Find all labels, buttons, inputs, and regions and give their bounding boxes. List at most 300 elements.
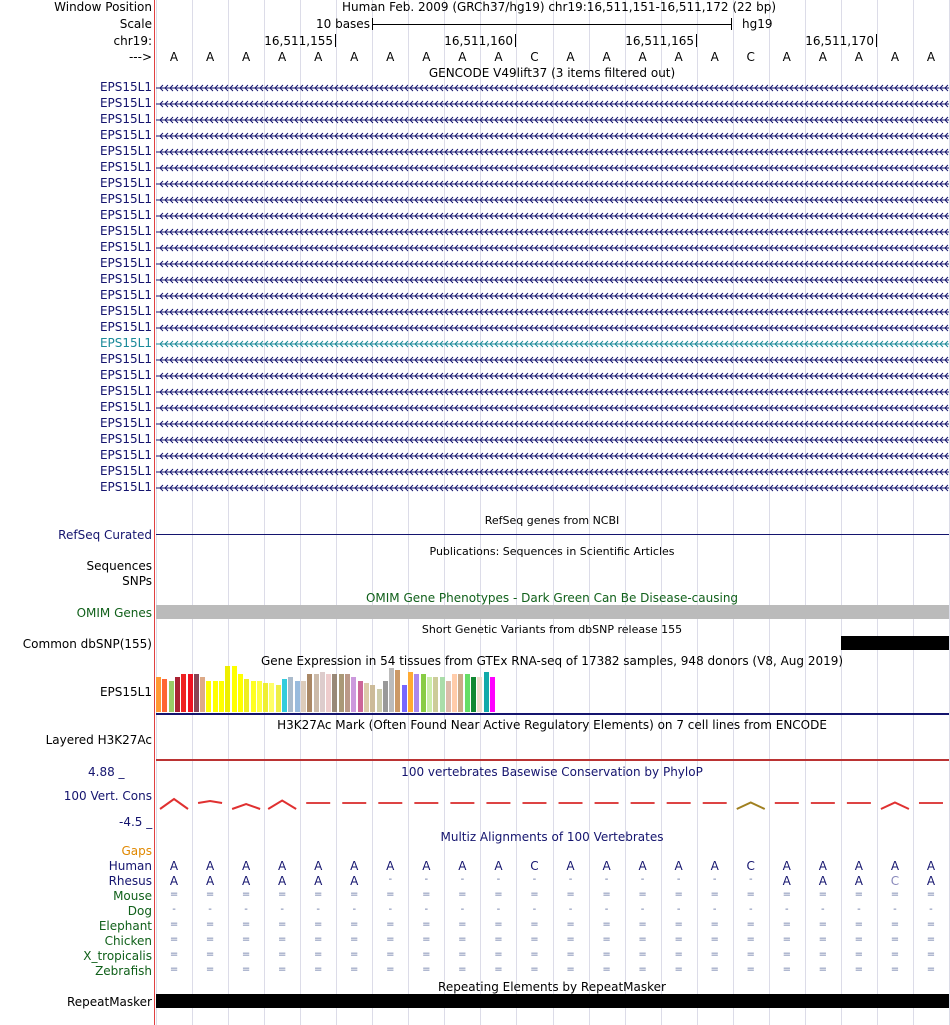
multiz-base: =: [710, 934, 719, 945]
multiz-base: =: [710, 889, 719, 900]
multiz-base: =: [566, 949, 575, 960]
multiz-base: =: [854, 949, 864, 960]
conservation-plot[interactable]: [156, 790, 949, 820]
multiz-base: -: [893, 904, 897, 915]
scale-db-label: hg19: [742, 17, 773, 31]
multiz-base: =: [818, 889, 828, 900]
multiz-base: =: [530, 934, 539, 945]
multiz-base: =: [314, 919, 323, 930]
gencode-gene-label[interactable]: EPS15L1: [99, 368, 152, 382]
multiz-species-label[interactable]: X_tropicalis: [83, 949, 152, 963]
gtex-tissue-bar[interactable]: [427, 677, 432, 713]
multiz-base: =: [386, 919, 395, 930]
dbsnp-track-title: Short Genetic Variants from dbSNP release 155: [421, 623, 683, 636]
multiz-base: -: [748, 904, 753, 915]
omim-gene-bar[interactable]: [156, 605, 949, 619]
gencode-gene-label[interactable]: EPS15L1: [99, 256, 152, 270]
gencode-track-title: GENCODE V49lift37 (3 items filtered out): [428, 66, 676, 80]
gencode-transcript-line[interactable]: [156, 388, 949, 396]
gencode-transcript-line[interactable]: [156, 164, 949, 172]
base-letter[interactable]: A: [169, 50, 179, 64]
refseq-gene-line[interactable]: [156, 534, 949, 535]
multiz-species-label[interactable]: Elephant: [98, 919, 152, 933]
gencode-gene-label[interactable]: EPS15L1: [99, 384, 152, 398]
gtex-tissue-bar[interactable]: [213, 681, 218, 712]
gtex-tissue-bar[interactable]: [433, 677, 438, 713]
gtex-tissue-bar[interactable]: [269, 683, 274, 712]
gtex-tissue-bar[interactable]: [471, 677, 476, 713]
gtex-tissue-bar[interactable]: [446, 681, 451, 712]
gencode-gene-label[interactable]: EPS15L1: [99, 480, 152, 494]
gencode-gene-label[interactable]: EPS15L1: [99, 320, 152, 334]
multiz-base: =: [277, 889, 287, 900]
multiz-base: =: [205, 934, 215, 945]
multiz-base: =: [890, 949, 900, 960]
multiz-base: A: [169, 859, 179, 873]
gtex-tissue-bar[interactable]: [402, 685, 407, 712]
gtex-tissue-bar[interactable]: [477, 677, 482, 713]
gencode-gene-label[interactable]: EPS15L1: [99, 208, 152, 222]
multiz-base: A: [494, 859, 503, 873]
dbsnp-variant-block[interactable]: [841, 636, 949, 650]
gencode-transcript-line[interactable]: [156, 244, 949, 252]
multiz-base: =: [494, 934, 503, 945]
gtex-tissue-bar[interactable]: [490, 677, 495, 713]
multiz-base: -: [640, 874, 645, 885]
gtex-tissue-bar[interactable]: [276, 685, 281, 712]
gencode-transcript-line[interactable]: [156, 308, 949, 316]
multiz-base: =: [530, 949, 539, 960]
base-letter[interactable]: A: [422, 50, 431, 64]
gencode-gene-label[interactable]: EPS15L1: [99, 464, 152, 478]
multiz-base: =: [746, 934, 755, 945]
gtex-gene-line: [156, 713, 949, 715]
gtex-tissue-bar[interactable]: [414, 674, 419, 712]
multiz-base: =: [926, 919, 936, 930]
multiz-species-label[interactable]: Chicken: [104, 934, 152, 948]
multiz-base: =: [674, 964, 683, 975]
gtex-tissue-bar[interactable]: [206, 681, 211, 712]
base-letter[interactable]: A: [458, 50, 467, 64]
gtex-tissue-bar[interactable]: [383, 681, 388, 712]
multiz-base: =: [782, 964, 791, 975]
multiz-base: =: [710, 964, 719, 975]
multiz-base: =: [494, 949, 503, 960]
publications-snps-label[interactable]: SNPs: [122, 574, 152, 588]
multiz-base: =: [674, 889, 683, 900]
gencode-transcript-line[interactable]: [156, 196, 949, 204]
multiz-base: =: [350, 949, 359, 960]
multiz-base: =: [386, 949, 395, 960]
gtex-tissue-bar[interactable]: [162, 679, 167, 713]
gencode-gene-label[interactable]: EPS15L1: [99, 80, 152, 94]
gtex-tissue-bar[interactable]: [320, 672, 325, 712]
conservation-score-mark: [232, 804, 260, 809]
gencode-transcript-line[interactable]: [156, 100, 949, 108]
multiz-base: =: [746, 949, 755, 960]
multiz-base: =: [205, 889, 215, 900]
gtex-tissue-bar[interactable]: [225, 666, 230, 712]
conservation-score-mark: [198, 801, 222, 803]
multiz-base: =: [386, 889, 395, 900]
multiz-base: -: [857, 904, 861, 915]
multiz-base: A: [350, 874, 359, 888]
multiz-base: =: [386, 934, 395, 945]
multiz-base: -: [712, 904, 717, 915]
multiz-base: =: [314, 949, 323, 960]
multiz-base: -: [568, 874, 573, 885]
gencode-transcript-line[interactable]: [156, 260, 949, 268]
gencode-gene-label[interactable]: EPS15L1: [99, 112, 152, 126]
multiz-base: A: [386, 859, 395, 873]
multiz-base: -: [676, 904, 681, 915]
gencode-gene-label[interactable]: EPS15L1: [99, 192, 152, 206]
gtex-tissue-bar[interactable]: [364, 683, 369, 712]
gencode-gene-label[interactable]: EPS15L1: [99, 352, 152, 366]
multiz-base: =: [854, 889, 864, 900]
strand-arrow-label: --->: [128, 50, 152, 64]
scale-label: Scale: [119, 17, 152, 31]
gtex-tissue-bar[interactable]: [377, 689, 382, 712]
multiz-base: =: [458, 949, 467, 960]
gtex-tissue-bar[interactable]: [465, 674, 470, 712]
multiz-base: =: [890, 919, 900, 930]
assembly-position-text: Human Feb. 2009 (GRCh37/hg19) chr19:16,511,151-16,511,172 (22 bp): [342, 0, 777, 14]
gencode-gene-label[interactable]: EPS15L1: [99, 448, 152, 462]
ruler-coord: 16,511,165: [625, 34, 694, 48]
gencode-transcript-line[interactable]: [156, 436, 949, 444]
base-letter[interactable]: A: [926, 50, 936, 64]
multiz-base: -: [640, 904, 645, 915]
multiz-species-label[interactable]: Mouse: [113, 889, 152, 903]
multiz-base: =: [746, 919, 755, 930]
gtex-tissue-bar[interactable]: [194, 674, 199, 712]
base-letter[interactable]: A: [638, 50, 647, 64]
publications-track-title: Publications: Sequences in Scientific Articles: [429, 545, 675, 558]
conservation-track-title: 100 vertebrates Basewise Conservation by PhyloP: [401, 765, 703, 779]
multiz-base: A: [926, 859, 936, 873]
multiz-base: =: [638, 919, 647, 930]
gencode-gene-label[interactable]: EPS15L1: [99, 240, 152, 254]
base-letter[interactable]: A: [854, 50, 863, 64]
gtex-tissue-bar[interactable]: [440, 677, 445, 713]
multiz-base: A: [926, 874, 936, 888]
base-letter[interactable]: C: [746, 50, 755, 64]
gencode-transcript-line[interactable]: [156, 228, 949, 236]
gencode-gene-label[interactable]: EPS15L1: [99, 144, 152, 158]
base-letter[interactable]: A: [818, 50, 827, 64]
gencode-transcript-line[interactable]: [156, 132, 949, 140]
repeatmasker-track-label[interactable]: RepeatMasker: [66, 995, 152, 1009]
multiz-species-label[interactable]: Rhesus: [108, 874, 152, 888]
gencode-transcript-line[interactable]: [156, 340, 949, 348]
multiz-base: =: [818, 919, 828, 930]
gencode-transcript-line[interactable]: [156, 116, 949, 124]
multiz-base: -: [208, 904, 212, 915]
base-letter[interactable]: A: [205, 50, 215, 64]
multiz-base: =: [314, 964, 323, 975]
multiz-base: A: [854, 874, 863, 888]
chrom-label: chr19:: [113, 34, 152, 48]
multiz-base: -: [424, 874, 429, 885]
gencode-gene-label[interactable]: EPS15L1: [99, 304, 152, 318]
gtex-tissue-bar[interactable]: [326, 674, 331, 712]
base-letter[interactable]: A: [602, 50, 611, 64]
multiz-base: =: [241, 964, 251, 975]
multiz-base: A: [854, 859, 863, 873]
publications-sequences-label[interactable]: Sequences: [86, 559, 152, 573]
gtex-tissue-bar[interactable]: [389, 668, 394, 712]
multiz-base: =: [530, 919, 539, 930]
gencode-gene-label[interactable]: EPS15L1: [99, 160, 152, 174]
multiz-base: A: [782, 874, 791, 888]
multiz-base: =: [746, 964, 755, 975]
multiz-species-label[interactable]: Dog: [127, 904, 152, 918]
multiz-base: -: [676, 874, 681, 885]
multiz-base: =: [602, 919, 611, 930]
multiz-base: =: [169, 934, 179, 945]
multiz-base: =: [241, 919, 251, 930]
h3k27ac-track-label[interactable]: Layered H3K27Ac: [45, 733, 152, 747]
gencode-transcript-line[interactable]: [156, 372, 949, 380]
multiz-base: A: [278, 874, 287, 888]
multiz-base: A: [205, 874, 215, 888]
multiz-base: -: [388, 904, 393, 915]
multiz-base: A: [818, 874, 827, 888]
gencode-gene-label[interactable]: EPS15L1: [99, 400, 152, 414]
multiz-base: A: [278, 859, 287, 873]
multiz-base: =: [458, 919, 467, 930]
gtex-tissue-bar[interactable]: [351, 677, 356, 713]
gtex-tissue-bar[interactable]: [238, 674, 243, 712]
multiz-base: -: [496, 904, 501, 915]
gtex-tissue-bar[interactable]: [408, 672, 413, 712]
gtex-tissue-bar[interactable]: [169, 681, 174, 712]
base-letter[interactable]: C: [530, 50, 539, 64]
multiz-base: =: [169, 919, 179, 930]
base-letter[interactable]: A: [278, 50, 287, 64]
multiz-base: =: [205, 964, 215, 975]
gtex-tissue-bar[interactable]: [156, 677, 161, 713]
gtex-tissue-bar[interactable]: [314, 674, 319, 712]
gencode-gene-label[interactable]: EPS15L1: [99, 176, 152, 190]
multiz-track-title: Multiz Alignments of 100 Vertebrates: [440, 830, 664, 844]
multiz-base: =: [458, 964, 467, 975]
multiz-base: -: [460, 904, 465, 915]
gtex-tissue-bar[interactable]: [484, 672, 489, 712]
gencode-gene-label[interactable]: EPS15L1: [99, 96, 152, 110]
gencode-transcript-line[interactable]: [156, 292, 949, 300]
multiz-base: -: [172, 904, 176, 915]
conservation-score-mark: [737, 803, 765, 810]
multiz-base: =: [638, 949, 647, 960]
multiz-base: =: [818, 934, 828, 945]
multiz-base: =: [422, 964, 431, 975]
gtex-tissue-bar[interactable]: [301, 681, 306, 712]
gencode-transcript-line[interactable]: [156, 452, 949, 460]
window-position-label: Window Position: [54, 0, 152, 14]
repeatmasker-element-bar[interactable]: [156, 994, 949, 1008]
multiz-base: A: [782, 859, 791, 873]
gencode-gene-label[interactable]: EPS15L1: [99, 128, 152, 142]
gtex-tissue-bar[interactable]: [395, 670, 400, 712]
multiz-base: =: [241, 949, 251, 960]
multiz-base: =: [241, 934, 251, 945]
multiz-base: =: [710, 949, 719, 960]
multiz-base: =: [277, 919, 287, 930]
gencode-gene-label[interactable]: EPS15L1: [99, 416, 152, 430]
base-letter[interactable]: A: [386, 50, 395, 64]
gtex-tissue-bar[interactable]: [263, 683, 268, 712]
gtex-tissue-bar[interactable]: [358, 681, 363, 712]
multiz-base: -: [784, 904, 789, 915]
multiz-base: -: [821, 904, 825, 915]
gencode-gene-label[interactable]: EPS15L1: [99, 432, 152, 446]
multiz-base: -: [568, 904, 573, 915]
gtex-tissue-bar[interactable]: [370, 685, 375, 712]
gencode-transcript-line[interactable]: [156, 420, 949, 428]
multiz-base: =: [277, 964, 287, 975]
multiz-base: -: [712, 874, 717, 885]
refseq-track-label[interactable]: RefSeq Curated: [58, 528, 152, 542]
multiz-base: =: [494, 889, 503, 900]
base-letter[interactable]: A: [566, 50, 575, 64]
multiz-base: =: [602, 934, 611, 945]
multiz-base: =: [674, 949, 683, 960]
ruler-tick: [696, 34, 697, 47]
multiz-base: =: [458, 889, 467, 900]
multiz-base: -: [748, 874, 753, 885]
multiz-species-label[interactable]: Human: [108, 859, 152, 873]
gtex-tissue-bar[interactable]: [458, 674, 463, 712]
gtex-tissue-bar[interactable]: [188, 674, 193, 712]
multiz-base: =: [818, 964, 828, 975]
gtex-tissue-bar[interactable]: [219, 681, 224, 712]
gencode-transcript-line[interactable]: [156, 84, 949, 92]
multiz-base: -: [352, 904, 357, 915]
multiz-base: =: [710, 919, 719, 930]
ruler-tick: [876, 34, 877, 47]
multiz-base: =: [530, 889, 539, 900]
multiz-base: =: [277, 949, 287, 960]
gencode-transcript-line[interactable]: [156, 404, 949, 412]
multiz-base: =: [926, 964, 936, 975]
dbsnp-track-label[interactable]: Common dbSNP(155): [22, 637, 152, 651]
gtex-tissue-bar[interactable]: [288, 677, 293, 713]
gtex-track-label[interactable]: EPS15L1: [99, 685, 152, 699]
gencode-gene-label[interactable]: EPS15L1: [99, 336, 152, 350]
gtex-tissue-bar[interactable]: [339, 674, 344, 712]
multiz-base: =: [602, 949, 611, 960]
gtex-tissue-bar[interactable]: [421, 674, 426, 712]
gtex-tissue-bar[interactable]: [232, 666, 237, 712]
h3k27ac-track-title: H3K27Ac Mark (Often Found Near Active Regulatory Elements) on 7 cell lines from ENCODE: [277, 718, 827, 732]
multiz-base: A: [242, 859, 251, 873]
gencode-transcript-line[interactable]: [156, 212, 949, 220]
gtex-tissue-bar[interactable]: [244, 679, 249, 713]
omim-track-label[interactable]: OMIM Genes: [76, 606, 152, 620]
repeatmasker-track-title: Repeating Elements by RepeatMasker: [438, 980, 666, 994]
gtex-tissue-bar[interactable]: [452, 674, 457, 712]
multiz-base: =: [350, 919, 359, 930]
conservation-score-mark: [881, 803, 909, 810]
gencode-gene-label[interactable]: EPS15L1: [99, 224, 152, 238]
h3k27ac-signal-line[interactable]: [156, 759, 949, 761]
base-letter[interactable]: A: [350, 50, 359, 64]
multiz-species-label[interactable]: Zebrafish: [95, 964, 152, 978]
gtex-tissue-bar[interactable]: [175, 677, 180, 713]
multiz-base: =: [566, 889, 575, 900]
multiz-base: =: [854, 964, 864, 975]
gencode-gene-label[interactable]: EPS15L1: [99, 272, 152, 286]
ruler-coord: 16,511,160: [444, 34, 513, 48]
multiz-base: A: [638, 859, 647, 873]
gencode-transcript-line[interactable]: [156, 148, 949, 156]
multiz-base: =: [205, 919, 215, 930]
conservation-track-label[interactable]: 100 Vert. Cons: [63, 789, 152, 803]
base-letter[interactable]: A: [890, 50, 900, 64]
gencode-transcript-line[interactable]: [156, 468, 949, 476]
multiz-base: -: [604, 904, 609, 915]
scale-bar: [372, 18, 732, 30]
multiz-base: -: [604, 874, 609, 885]
multiz-base: =: [566, 919, 575, 930]
multiz-base: A: [314, 859, 323, 873]
multiz-base: -: [388, 874, 393, 885]
base-letter[interactable]: A: [242, 50, 251, 64]
multiz-base: -: [532, 904, 537, 915]
gtex-tissue-bar[interactable]: [295, 681, 300, 712]
base-letter[interactable]: A: [314, 50, 323, 64]
multiz-base: A: [205, 859, 215, 873]
multiz-gaps-label: Gaps: [121, 844, 152, 858]
gencode-gene-label[interactable]: EPS15L1: [99, 288, 152, 302]
base-letter[interactable]: A: [494, 50, 503, 64]
gencode-transcript-line[interactable]: [156, 276, 949, 284]
gencode-transcript-line[interactable]: [156, 180, 949, 188]
gtex-tissue-bar[interactable]: [200, 677, 205, 713]
gtex-tissue-bar[interactable]: [181, 674, 186, 712]
multiz-base: =: [890, 889, 900, 900]
multiz-base: =: [890, 964, 900, 975]
multiz-base: =: [350, 964, 359, 975]
gencode-transcript-line[interactable]: [156, 356, 949, 364]
base-letter[interactable]: A: [782, 50, 791, 64]
multiz-base: =: [602, 889, 611, 900]
gencode-transcript-line[interactable]: [156, 484, 949, 492]
base-letter[interactable]: A: [674, 50, 683, 64]
multiz-base: A: [422, 859, 431, 873]
gtex-tissue-bar[interactable]: [282, 679, 287, 713]
gtex-tissue-bar[interactable]: [307, 674, 312, 712]
multiz-base: =: [890, 934, 900, 945]
gtex-tissue-bar[interactable]: [332, 674, 337, 712]
gtex-tissue-bar[interactable]: [257, 681, 262, 712]
multiz-base: -: [280, 904, 284, 915]
gencode-transcript-line[interactable]: [156, 324, 949, 332]
gtex-tissue-bar[interactable]: [251, 681, 256, 712]
multiz-base: A: [242, 874, 251, 888]
multiz-base: =: [746, 889, 755, 900]
gtex-tissue-bar[interactable]: [345, 674, 350, 712]
multiz-base: =: [566, 934, 575, 945]
multiz-base: =: [782, 949, 791, 960]
base-letter[interactable]: A: [710, 50, 719, 64]
multiz-base: =: [782, 934, 791, 945]
multiz-base: =: [926, 934, 936, 945]
multiz-base: -: [244, 904, 248, 915]
scale-bar-label: 10 bases: [316, 17, 370, 31]
